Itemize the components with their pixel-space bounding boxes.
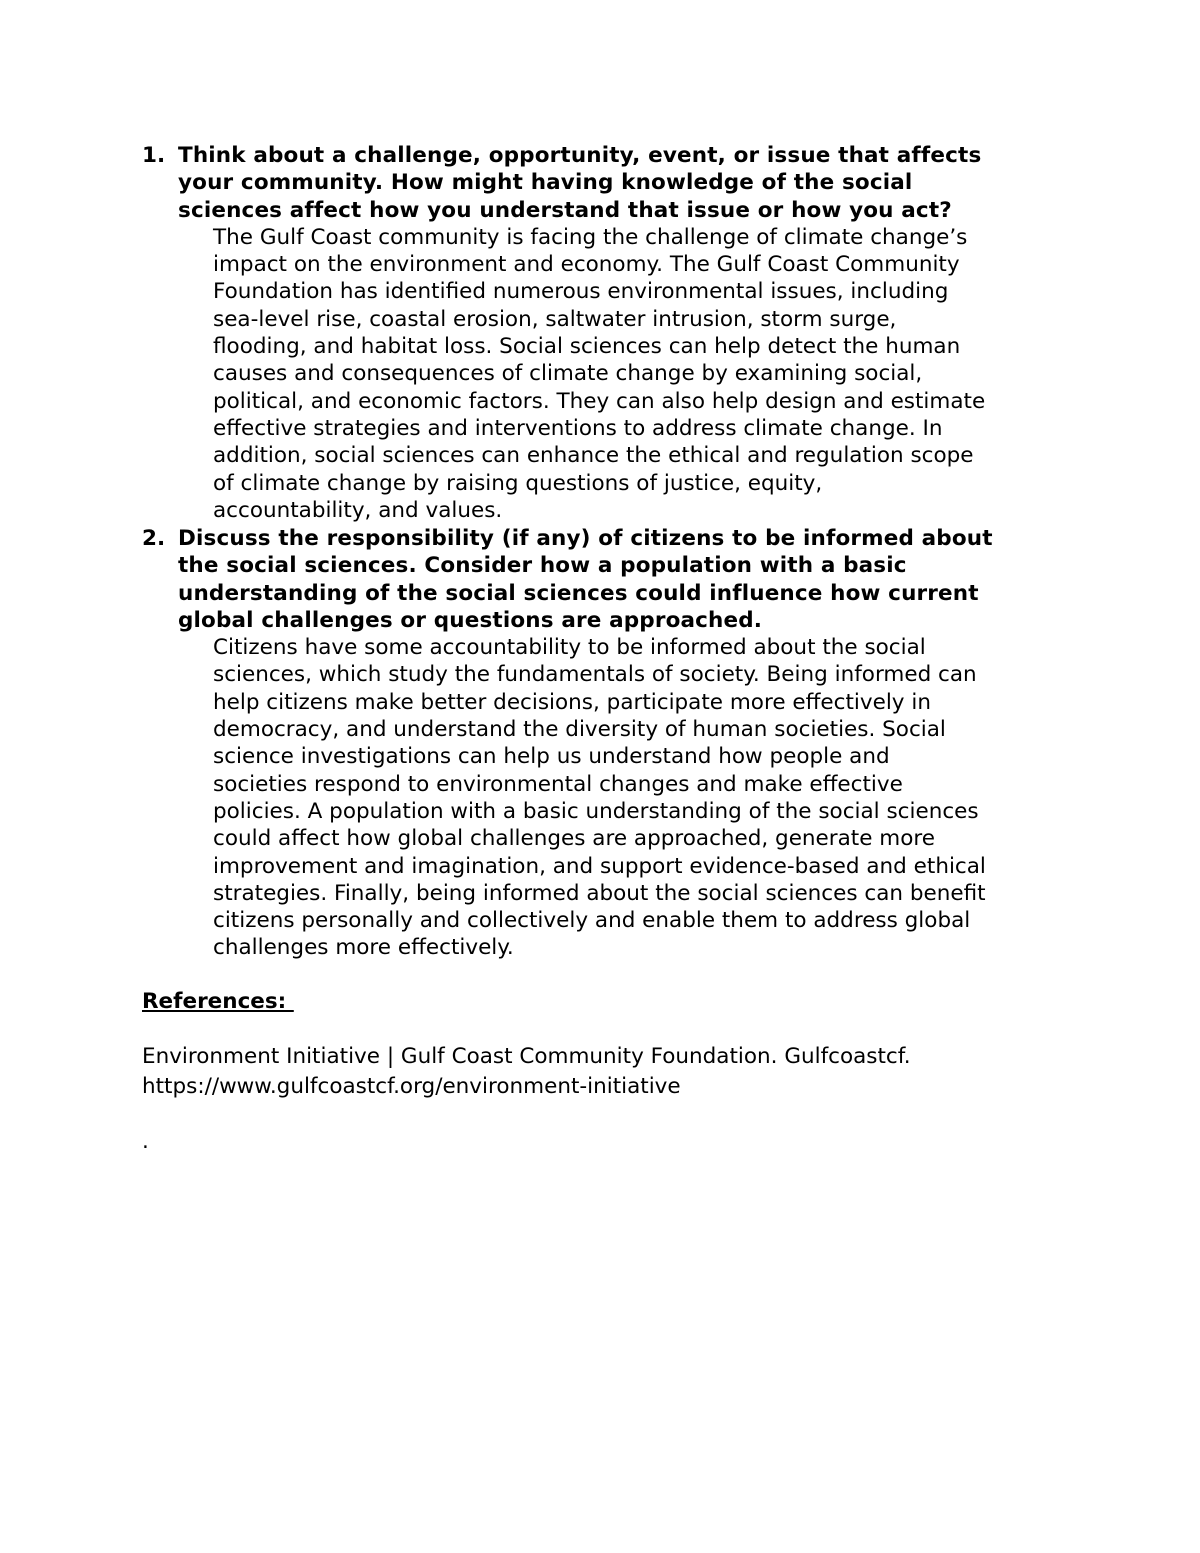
- question-line: understanding of the social sciences could influence how current: [178, 580, 979, 606]
- answer-line: societies respond to environmental changes and make effective: [213, 771, 903, 797]
- answer-line: political, and economic factors. They can also help design and estimate: [213, 388, 986, 414]
- answer-line: sea-level rise, coastal erosion, saltwater intrusion, storm surge,: [213, 306, 897, 332]
- answer-line: accountability, and values.: [213, 497, 503, 523]
- answer-line: citizens personally and collectively and enable them to address global: [213, 908, 971, 934]
- answer-line: Foundation has identified numerous environmental issues, including: [213, 279, 949, 305]
- question-text: [178, 525, 1082, 634]
- answer-line: flooding, and habitat loss. Social sciences can help detect the human: [213, 334, 961, 360]
- answer-line: help citizens make better decisions, participate more effectively in: [213, 689, 931, 715]
- answer-paragraph: [213, 224, 1082, 524]
- answer-line: impact on the environment and economy. The Gulf Coast Community: [213, 252, 960, 278]
- question-line: sciences affect how you understand that issue or how you act?: [178, 197, 952, 223]
- question-line: global challenges or questions are approached.: [178, 607, 763, 633]
- answer-line: strategies. Finally, being informed about the social sciences can benefit: [213, 880, 986, 906]
- answer-line: challenges more effectively.: [213, 935, 514, 961]
- answer-line: improvement and imagination, and support evidence-based and ethical: [213, 853, 986, 879]
- reference-line: Environment Initiative | Gulf Coast Community Foundation. Gulfcoastcf.: [142, 1044, 911, 1069]
- question-line: your community. How might having knowledge of the social: [178, 170, 913, 196]
- answer-line: effective strategies and interventions to address climate change. In: [213, 415, 943, 441]
- trailing-period: .: [142, 1129, 149, 1154]
- answer-paragraph: [213, 634, 1082, 962]
- answer-line: science investigations can help us understand how people and: [213, 744, 890, 770]
- answer-line: Citizens have some accountability to be informed about the social: [213, 635, 926, 661]
- question-line: Think about a challenge, opportunity, event, or issue that affects: [178, 143, 982, 168]
- question-line: Discuss the responsibility (if any) of citizens to be informed about: [178, 526, 993, 551]
- answer-line: The Gulf Coast community is facing the challenge of climate change’s: [213, 224, 968, 250]
- question-item-2: [142, 525, 1082, 962]
- question-text: [178, 142, 1082, 224]
- answer-line: democracy, and understand the diversity of human societies. Social: [213, 717, 946, 743]
- answer-line: sciences, which study the fundamentals of society. Being informed can: [213, 662, 977, 688]
- question-line: the social sciences. Consider how a population with a basic: [178, 553, 907, 579]
- answer-line: addition, social sciences can enhance the ethical and regulation scope: [213, 443, 974, 469]
- answer-line: policies. A population with a basic understanding of the social sciences: [213, 798, 979, 824]
- references-heading: References:: [142, 989, 294, 1014]
- answer-line: of climate change by raising questions of justice, equity,: [213, 470, 823, 496]
- reference-entry: [142, 1042, 911, 1102]
- question-item-1: [142, 142, 1082, 524]
- question-number: 2.: [142, 526, 166, 551]
- answer-line: could affect how global challenges are approached, generate more: [213, 826, 935, 852]
- question-number: 1.: [142, 143, 166, 168]
- answer-line: causes and consequences of climate change by examining social,: [213, 361, 923, 387]
- reference-url[interactable]: https://www.gulfcoastcf.org/environment-initiative: [142, 1074, 681, 1099]
